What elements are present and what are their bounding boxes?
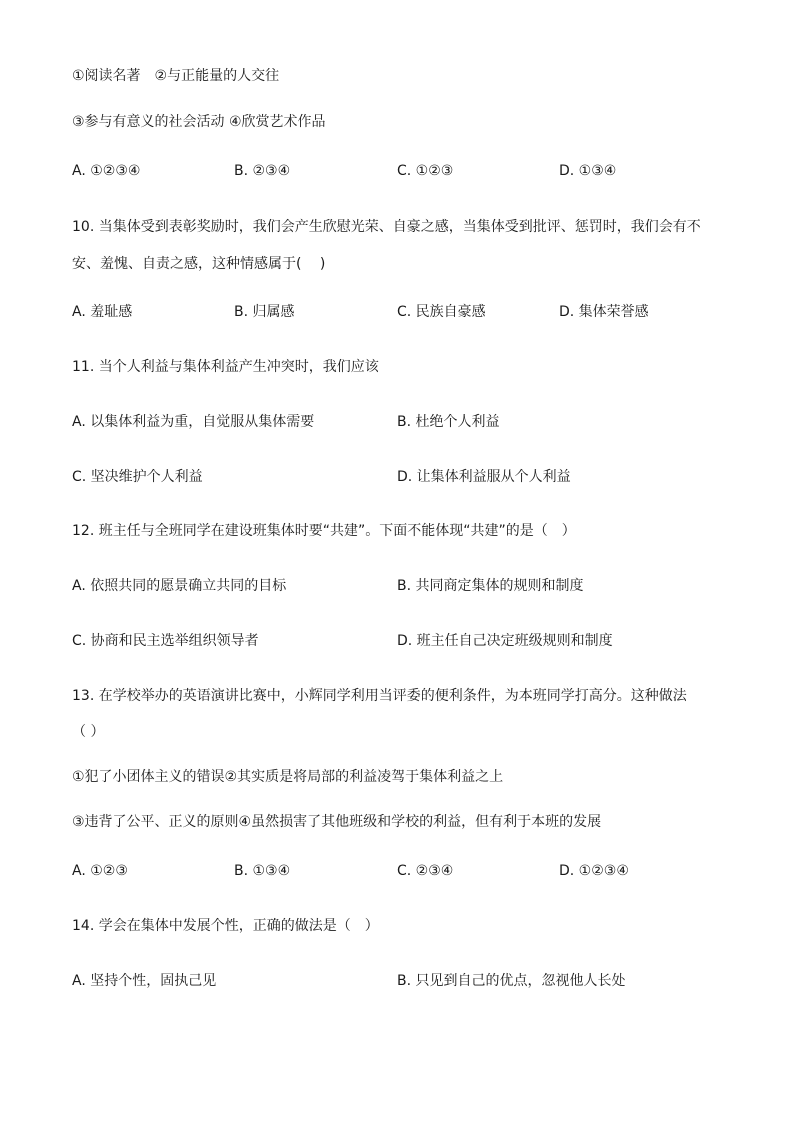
- q9-option-a: A. ①②③④: [72, 163, 141, 179]
- q12-stem: 12. 班主任与全班同学在建设班集体时要“共建”。下面不能体现“共建”的是（ ）: [72, 523, 576, 539]
- q11-stem: 11. 当个人利益与集体利益产生冲突时，我们应该: [72, 359, 379, 375]
- q10-option-d: D. 集体荣誉感: [559, 304, 649, 320]
- q11-option-c: C. 坚决维护个人利益: [72, 469, 203, 485]
- q12-option-a: A. 依照共同的愿景确立共同的目标: [72, 578, 287, 594]
- q11-options-row-2: [72, 467, 732, 487]
- q13-option-c: C. ②③④: [397, 863, 454, 879]
- q12-options-row-1: [72, 576, 732, 596]
- q11-option-a: A. 以集体利益为重，自觉服从集体需要: [72, 414, 315, 430]
- q13-stem-line-2: （ ）: [72, 724, 105, 740]
- q11-options-row-1: [72, 412, 732, 432]
- q11-option-b: B. 杜绝个人利益: [397, 414, 500, 430]
- q10-option-a: A. 羞耻感: [72, 304, 133, 320]
- q12-options-row-2: [72, 631, 732, 651]
- q13-stem-line-1: 13. 在学校举办的英语演讲比赛中，小辉同学利用当评委的便利条件，为本班同学打高分。这种做法: [72, 688, 687, 704]
- q9-statement-line-2: ③参与有意义的社会活动 ④欣赏艺术作品: [72, 114, 326, 130]
- q13-option-a: A. ①②③: [72, 863, 128, 879]
- q13-options: [72, 861, 732, 881]
- q12-option-b: B. 共同商定集体的规则和制度: [397, 578, 584, 594]
- q9-option-c: C. ①②③: [397, 163, 454, 179]
- q14-option-a: A. 坚持个性，固执己见: [72, 973, 217, 989]
- q10-stem-line-2: 安、羞愧、自责之感，这种情感属于( ): [72, 256, 326, 272]
- q10-options: [72, 302, 732, 322]
- q9-option-d: D. ①③④: [559, 163, 617, 179]
- q12-option-c: C. 协商和民主选举组织领导者: [72, 633, 259, 649]
- q9-statement-line-1: ①阅读名著 ②与正能量的人交往: [72, 68, 280, 84]
- q14-option-b: B. 只见到自己的优点，忽视他人长处: [397, 973, 626, 989]
- q10-option-c: C. 民族自豪感: [397, 304, 486, 320]
- q13-statement-line-2: ③违背了公平、正义的原则④虽然损害了其他班级和学校的利益，但有利于本班的发展: [72, 814, 602, 830]
- q10-option-b: B. 归属感: [234, 304, 295, 320]
- q9-options: [72, 161, 732, 181]
- q14-options-row-1: [72, 971, 732, 991]
- q14-stem: 14. 学会在集体中发展个性，正确的做法是（ ）: [72, 918, 379, 934]
- q13-statement-line-1: ①犯了小团体主义的错误②其实质是将局部的利益凌驾于集体利益之上: [72, 769, 504, 785]
- q12-option-d: D. 班主任自己决定班级规则和制度: [397, 633, 613, 649]
- q11-option-d: D. 让集体利益服从个人利益: [397, 469, 571, 485]
- q10-stem-line-1: 10. 当集体受到表彰奖励时，我们会产生欣慰光荣、自豪之感，当集体受到批评、惩罚时，我们会有不: [72, 219, 701, 235]
- q9-option-b: B. ②③④: [234, 163, 291, 179]
- q13-option-d: D. ①②③④: [559, 863, 629, 879]
- q13-option-b: B. ①③④: [234, 863, 291, 879]
